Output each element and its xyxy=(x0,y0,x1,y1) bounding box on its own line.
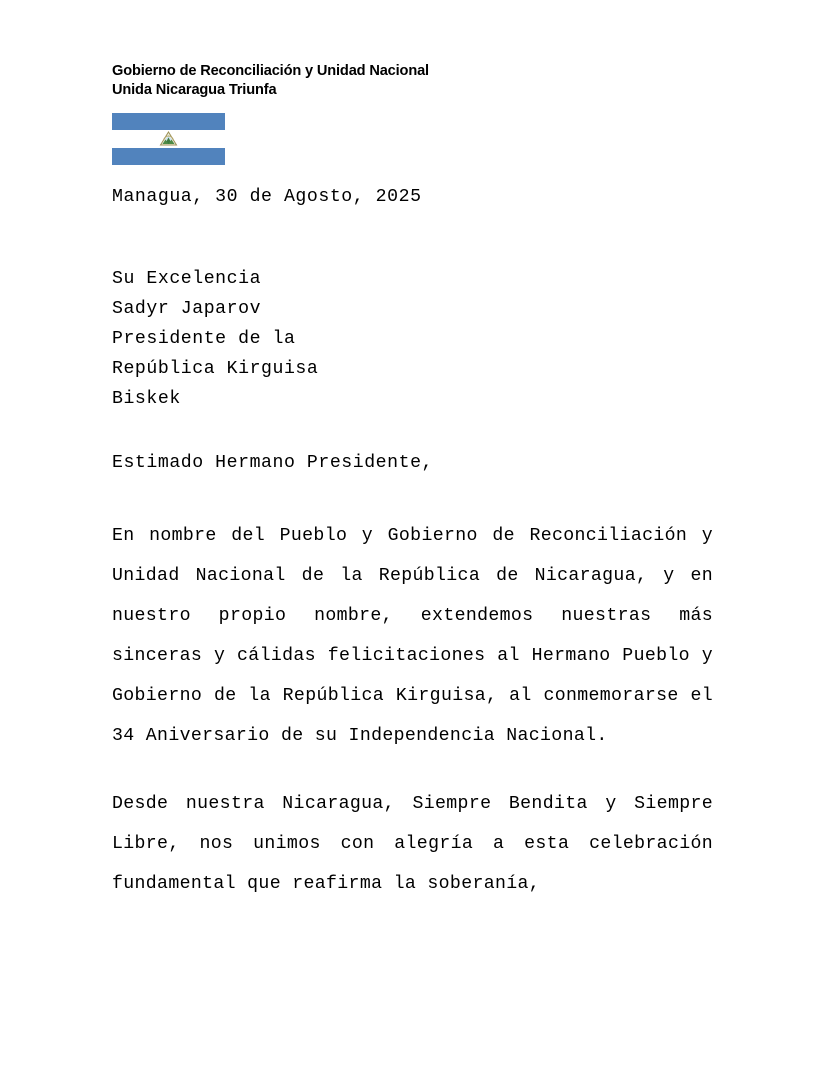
greeting-line: Estimado Hermano Presidente, xyxy=(112,453,433,473)
addressee-line-5: Biskek xyxy=(112,389,181,409)
letterhead-line-2: Unida Nicaragua Triunfa xyxy=(112,82,277,98)
spacer-between-paragraphs xyxy=(112,756,713,784)
addressee-line-3: Presidente de la xyxy=(112,329,296,349)
paragraph-1: En nombre del Pueblo y Gobierno de Reconciliación y Unidad Nacional de la República de Nicaragua, y en nuestro propio nombre, extendemos nuestras más sinceras y cálidas felicitaciones al Hermano Pueblo y Gobierno de la República Kirguisa, al conmemorarse el 34 Aniversario de su Independencia Nacional. xyxy=(112,526,713,746)
spacer-after-date xyxy=(112,212,713,264)
nicaragua-flag-image xyxy=(112,113,225,165)
addressee-line-4: República Kirguisa xyxy=(112,359,319,379)
addressee-line-1: Su Excelencia xyxy=(112,269,262,289)
nicaragua-coat-of-arms-icon xyxy=(159,130,178,148)
spacer-after-addressee xyxy=(112,414,713,448)
letterhead xyxy=(112,62,712,100)
addressee-block xyxy=(112,264,713,414)
addressee-line-2: Sadyr Japarov xyxy=(112,299,262,319)
flag-band-top xyxy=(112,113,225,130)
paragraph-2: Desde nuestra Nicaragua, Siempre Bendita y Siempre Libre, nos unimos con alegría a esta celebración fundamental que reafirma la soberanía, xyxy=(112,794,713,894)
letterhead-line-1: Gobierno de Reconciliación y Unidad Nacional xyxy=(112,63,429,79)
spacer-after-greeting xyxy=(112,478,713,516)
flag-band-bottom xyxy=(112,148,225,165)
date-line: Managua, 30 de Agosto, 2025 xyxy=(112,187,422,207)
letter-body xyxy=(112,182,713,904)
